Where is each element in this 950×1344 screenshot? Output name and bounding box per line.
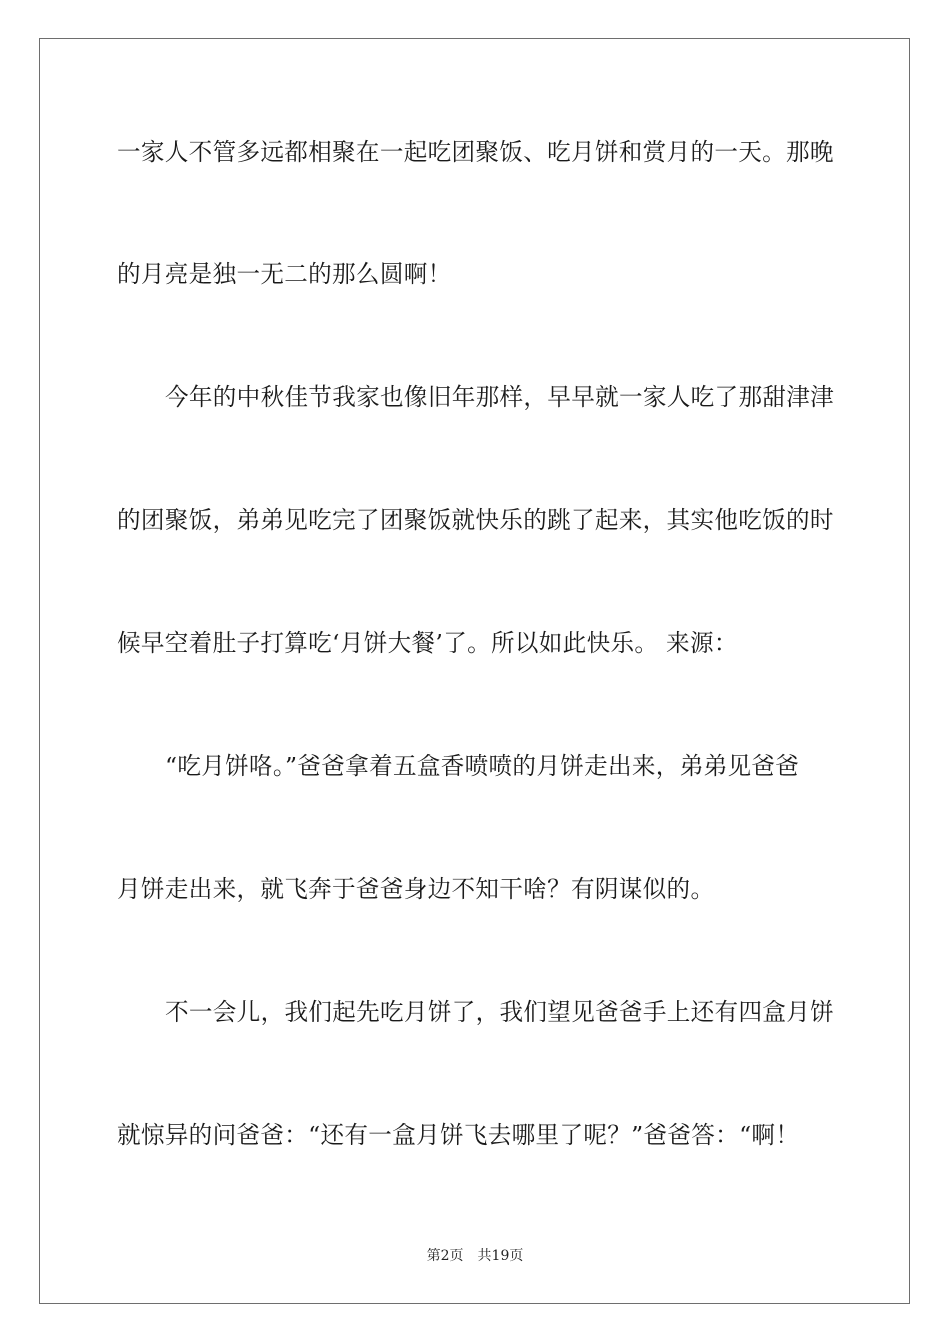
page-number-total: 共19页 — [477, 1248, 524, 1264]
page-number-current: 第2页 — [426, 1248, 464, 1264]
text-line-9: 就惊异的问爸爸：“还有一盒月饼飞去哪里了呢？”爸爸答：“啊！ — [117, 1121, 800, 1149]
page-border — [39, 38, 910, 1304]
paragraph-start-line-3: 今年的中秋佳节我家也像旧年那样，早早就一家人吃了那甜津津 — [165, 383, 835, 411]
text-line-2: 的月亮是独一无二的那么圆啊！ — [117, 260, 452, 288]
text-line-4: 的团聚饭，弟弟见吃完了团聚饭就快乐的跳了起来，其实他吃饭的时 — [117, 506, 834, 534]
text-line-1: 一家人不管多远都相聚在一起吃团聚饭、吃月饼和赏月的一天。那晚 — [117, 138, 834, 166]
paragraph-start-line-8: 不一会儿，我们起先吃月饼了，我们望见爸爸手上还有四盒月饼 — [165, 998, 835, 1026]
text-line-7: 月饼走出来，就飞奔于爸爸身边不知干啥？有阴谋似的。 — [117, 875, 715, 903]
paragraph-start-line-6: “吃月饼咯。”爸爸拿着五盒香喷喷的月饼走出来，弟弟见爸爸 — [165, 752, 800, 780]
page-footer — [0, 1247, 950, 1265]
text-line-5: 候早空着肚子打算吃‘月饼大餐’了。所以如此快乐。 来源： — [117, 629, 738, 657]
